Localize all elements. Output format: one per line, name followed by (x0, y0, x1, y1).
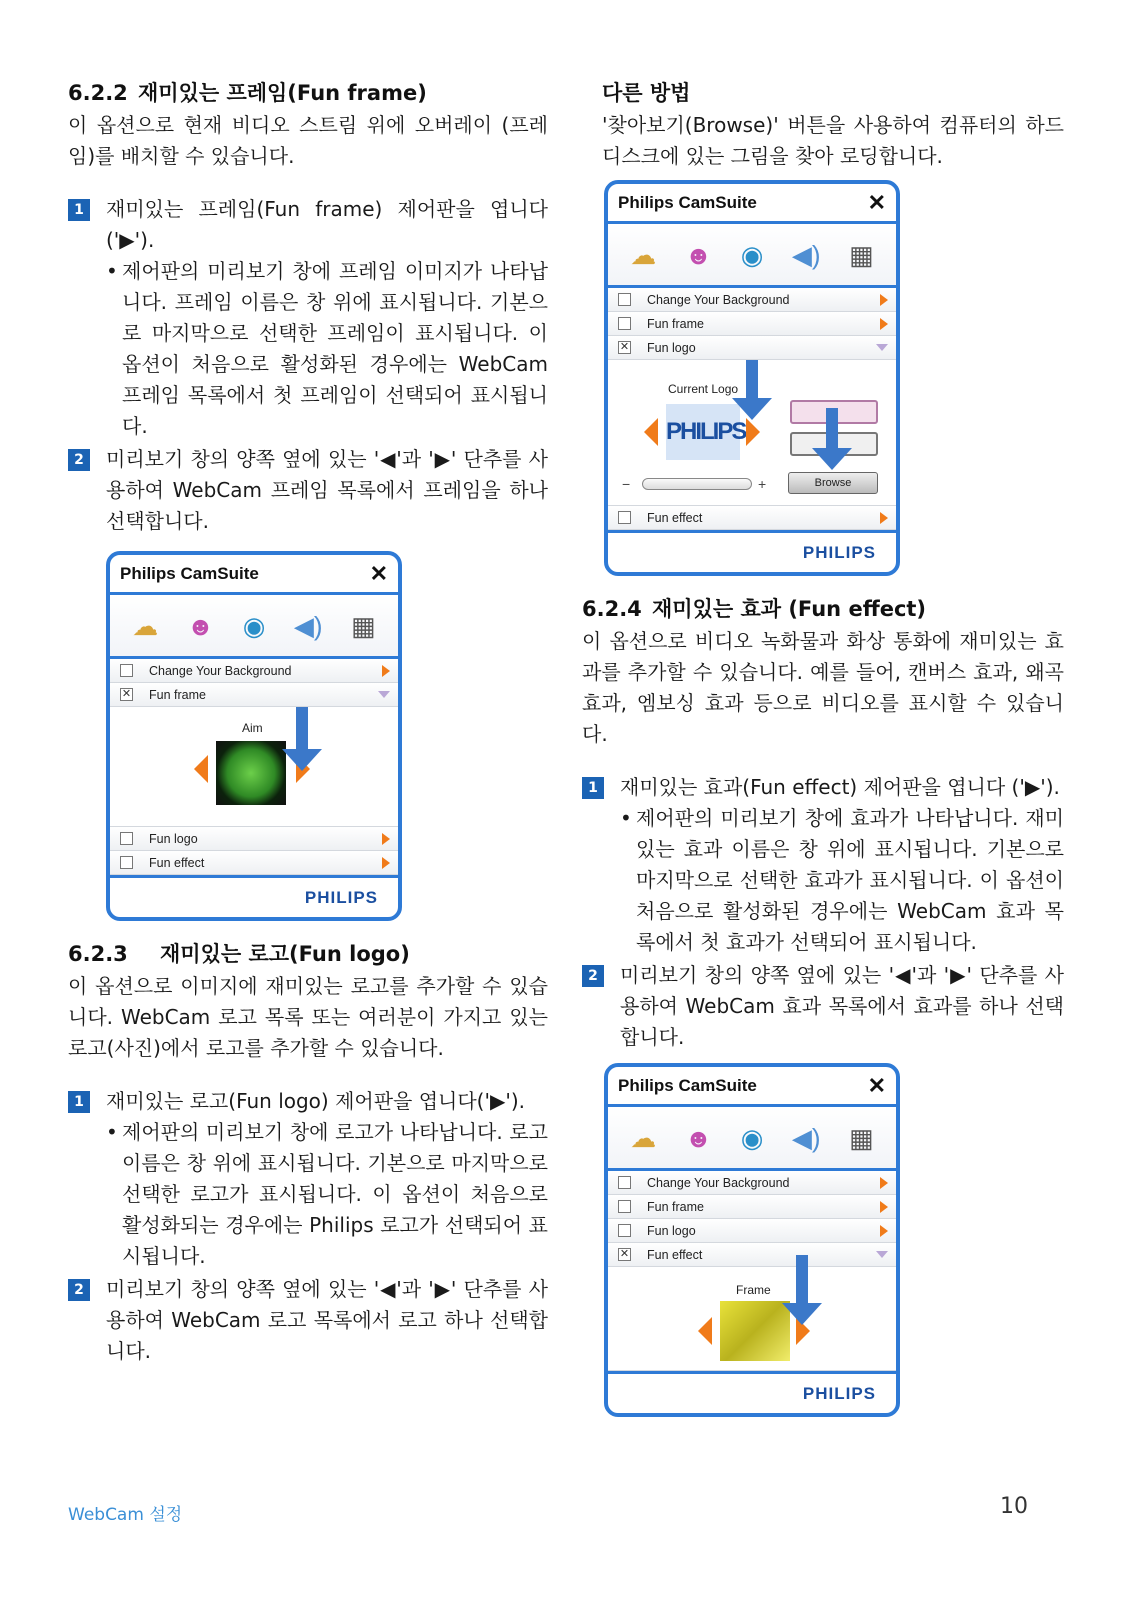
checkbox[interactable] (120, 856, 133, 869)
collapse-arrow-icon[interactable] (876, 1251, 888, 1258)
footer-section-label: WebCam 설정 (68, 1505, 183, 1525)
panel-titlebar (110, 555, 398, 595)
step-text: 재미있는 효과(Fun effect) 제어판을 엽니다 ('▶'). (620, 775, 1060, 799)
expand-arrow-icon[interactable] (382, 857, 390, 869)
alt-method-text: '찾아보기(Browse)' 버튼을 사용하여 컴퓨터의 하드 디스크에 있는 그림을 찾아 로딩합니다. (602, 113, 1064, 168)
browse-button[interactable]: Browse (788, 472, 878, 494)
face-icon[interactable]: ☻ (684, 239, 713, 270)
previous-button[interactable] (644, 418, 658, 446)
philips-logo: PHILIPS (802, 542, 876, 562)
row-label: Fun frame (647, 316, 704, 331)
panel-toolbar (608, 1107, 896, 1171)
row-change-background[interactable] (608, 1171, 896, 1195)
section-number: 6.2.3 (68, 942, 128, 966)
eye-icon[interactable]: ◉ (242, 610, 266, 641)
checkbox-checked[interactable]: ✕ (121, 688, 132, 700)
step-2 (582, 960, 1064, 1053)
step-text: 미리보기 창의 양쪽 옆에 있는 '◀'과 '▶' 단추를 사용하여 WebCam 효과 목록에서 효과를 하나 선택합니다. (620, 963, 1064, 1049)
checkbox-checked[interactable]: ✕ (619, 341, 630, 353)
pointer-arrow-icon (782, 1255, 822, 1325)
page-number: 10 (1000, 1494, 1028, 1519)
section-heading-6-2-4 (582, 594, 1064, 624)
expand-arrow-icon[interactable] (880, 1201, 888, 1213)
step-number-badge: 1 (68, 1091, 90, 1113)
background-icon[interactable]: ☁ (132, 610, 159, 641)
checkbox[interactable] (618, 1176, 631, 1189)
panel-toolbar (110, 595, 398, 659)
preview-area (608, 1267, 896, 1371)
preview-caption: Frame (736, 1283, 771, 1297)
expand-arrow-icon[interactable] (382, 833, 390, 845)
close-icon[interactable]: ✕ (867, 1072, 886, 1098)
face-icon[interactable]: ☻ (186, 610, 215, 641)
row-fun-effect[interactable] (608, 506, 896, 530)
face-icon[interactable]: ☻ (684, 1122, 713, 1153)
section-title: 재미있는 프레임(Fun frame) (138, 81, 427, 105)
section-heading-6-2-2 (68, 78, 548, 108)
panel-footer (608, 1371, 896, 1413)
logo-preview-image: PHILIPS (666, 404, 740, 460)
section-intro: 이 옵션으로 현재 비디오 스트림 위에 오버레이 (프레임)를 배치할 수 있습니다. (68, 113, 548, 168)
panel-footer (608, 530, 896, 572)
row-label: Fun effect (647, 1247, 703, 1262)
panel-title: Philips CamSuite (120, 563, 259, 583)
background-icon[interactable]: ☁ (630, 239, 657, 270)
philips-logo: PHILIPS (304, 887, 378, 907)
row-label: Fun frame (647, 1199, 704, 1214)
row-label: Fun effect (149, 855, 205, 870)
panel-titlebar (608, 184, 896, 224)
checkbox[interactable] (618, 293, 631, 306)
expand-arrow-icon[interactable] (880, 294, 888, 306)
step-1 (582, 772, 1064, 958)
checkbox[interactable] (618, 317, 631, 330)
close-icon[interactable]: ✕ (867, 189, 886, 215)
next-button[interactable] (746, 418, 760, 446)
row-fun-logo[interactable] (608, 336, 896, 360)
clapper-icon[interactable]: ▦ (849, 1122, 874, 1153)
step-bullet: • 제어판의 미리보기 창에 효과가 나타납니다. 재미있는 효과 이름은 창 위에 표시됩니다. 기본으로 마지막으로 선택한 효과가 표시됩니다. 이 옵션이 처음으로 활성화된 경우에는 WebCam 효과 목록에서 첫 효과가 선택되어 표시됩니다. (620, 806, 1064, 954)
step-text: 미리보기 창의 양쪽 옆에 있는 '◀'과 '▶' 단추를 사용하여 WebCam 프레임 목록에서 프레임을 하나 선택합니다. (106, 447, 548, 533)
expand-arrow-icon[interactable] (382, 665, 390, 677)
step-2 (68, 444, 548, 537)
panel-title: Philips CamSuite (618, 192, 757, 212)
expand-arrow-icon[interactable] (880, 318, 888, 330)
step-number-badge: 1 (68, 199, 90, 221)
clapper-icon[interactable]: ▦ (351, 610, 376, 641)
section-title: 재미있는 로고(Fun logo) (160, 942, 410, 966)
pointer-arrow-icon (732, 360, 772, 420)
row-change-background[interactable] (608, 288, 896, 312)
step-bullet: • 제어판의 미리보기 창에 로고가 나타납니다. 로고 이름은 창 위에 표시됩니다. 기본으로 마지막으로 선택한 로고가 표시됩니다. 이 옵션이 처음으로 활성화되는 경우에는 Philips 로고가 선택되어 표시됩니다. (106, 1120, 548, 1268)
close-icon[interactable]: ✕ (369, 560, 388, 586)
camsuite-panel-fun-logo (604, 180, 900, 576)
step-number-badge: 2 (582, 965, 604, 987)
alt-method-heading: 다른 방법 (602, 81, 691, 105)
row-label: Change Your Background (647, 292, 790, 307)
row-fun-logo[interactable] (608, 1219, 896, 1243)
right-column (582, 78, 1064, 1435)
row-label: Fun effect (647, 510, 703, 525)
sound-icon[interactable]: ◀) (791, 1122, 821, 1153)
step-text: 미리보기 창의 양쪽 옆에 있는 '◀'과 '▶' 단추를 사용하여 WebCam 로고 목록에서 로고 하나 선택합니다. (106, 1277, 548, 1363)
effect-preview-image (720, 1301, 790, 1361)
zoom-slider[interactable] (642, 478, 752, 490)
expand-arrow-icon[interactable] (880, 512, 888, 524)
row-label: Fun logo (647, 1223, 696, 1238)
clapper-icon[interactable]: ▦ (849, 239, 874, 270)
row-fun-logo[interactable] (110, 827, 398, 851)
checkbox[interactable] (120, 664, 133, 677)
checkbox[interactable] (618, 511, 631, 524)
step-1 (68, 194, 548, 442)
preview-caption: Current Logo (668, 382, 739, 396)
row-fun-frame[interactable] (110, 683, 398, 707)
preview-area (110, 707, 398, 827)
section-intro: 이 옵션으로 이미지에 재미있는 로고를 추가할 수 있습니다. WebCam 로고 목록 또는 여러분이 가지고 있는 로고(사진)에서 로고를 추가할 수 있습니다. (68, 974, 548, 1060)
step-2 (68, 1274, 548, 1367)
section-heading-6-2-3 (68, 939, 548, 969)
background-icon[interactable]: ☁ (630, 1122, 657, 1153)
row-fun-frame[interactable] (608, 1195, 896, 1219)
checkbox-checked[interactable]: ✕ (619, 1248, 630, 1260)
row-fun-effect[interactable] (608, 1243, 896, 1267)
row-label: Fun logo (647, 340, 696, 355)
row-fun-frame[interactable] (608, 312, 896, 336)
row-label: Fun logo (149, 831, 198, 846)
preview-area (608, 360, 896, 506)
left-column (68, 78, 548, 1369)
section-intro: 이 옵션으로 비디오 녹화물과 화상 통화에 재미있는 효과를 추가할 수 있습니다. 예를 들어, 캔버스 효과, 왜곡 효과, 엠보싱 효과 등으로 비디오를 표시할 수 있습니다. (582, 629, 1064, 746)
step-text: 재미있는 프레임(Fun frame) 제어판을 엽니다('▶'). (106, 197, 548, 252)
previous-button[interactable] (194, 755, 208, 783)
row-label: Change Your Background (647, 1175, 790, 1190)
step-text: 재미있는 로고(Fun logo) 제어판을 엽니다('▶'). (106, 1089, 526, 1113)
philips-logo: PHILIPS (802, 1383, 876, 1403)
panel-titlebar (608, 1067, 896, 1107)
expand-arrow-icon[interactable] (880, 1177, 888, 1189)
previous-button[interactable] (698, 1317, 712, 1345)
panel-toolbar (608, 224, 896, 288)
row-fun-effect[interactable] (110, 851, 398, 875)
preview-caption: Aim (242, 721, 263, 735)
collapse-arrow-icon[interactable] (876, 344, 888, 351)
pointer-arrow-icon (282, 707, 322, 771)
step-number-badge: 2 (68, 449, 90, 471)
step-number-badge: 2 (68, 1279, 90, 1301)
zoom-out-icon[interactable]: − (622, 476, 631, 492)
row-label: Change Your Background (149, 663, 292, 678)
checkbox[interactable] (618, 1200, 631, 1213)
zoom-in-icon[interactable]: + (758, 476, 767, 492)
checkbox[interactable] (120, 832, 133, 845)
sound-icon[interactable]: ◀) (293, 610, 323, 641)
eye-icon[interactable]: ◉ (740, 239, 764, 270)
row-change-background[interactable] (110, 659, 398, 683)
pointer-arrow-icon (812, 408, 852, 470)
camsuite-panel-fun-frame (106, 551, 402, 921)
camsuite-panel-fun-effect (604, 1063, 900, 1417)
sound-icon[interactable]: ◀) (791, 239, 821, 270)
collapse-arrow-icon[interactable] (378, 691, 390, 698)
step-1 (68, 1086, 548, 1272)
panel-footer (110, 875, 398, 917)
panel-title: Philips CamSuite (618, 1075, 757, 1095)
frame-preview-image (216, 741, 286, 805)
step-number-badge: 1 (582, 777, 604, 799)
checkbox[interactable] (618, 1224, 631, 1237)
row-label: Fun frame (149, 687, 206, 702)
section-number: 6.2.2 (68, 81, 128, 105)
eye-icon[interactable]: ◉ (740, 1122, 764, 1153)
section-title: 재미있는 효과 (Fun effect) (652, 597, 927, 621)
step-bullet: • 제어판의 미리보기 창에 프레임 이미지가 나타납니다. 프레임 이름은 창 위에 표시됩니다. 기본으로 마지막으로 선택한 프레임이 표시됩니다. 이 옵션이 처음으로 활성화된 경우에는 WebCam 프레임 목록에서 첫 프레임이 선택되어 표시됩니다. (106, 259, 548, 438)
section-number: 6.2.4 (582, 597, 642, 621)
expand-arrow-icon[interactable] (880, 1225, 888, 1237)
